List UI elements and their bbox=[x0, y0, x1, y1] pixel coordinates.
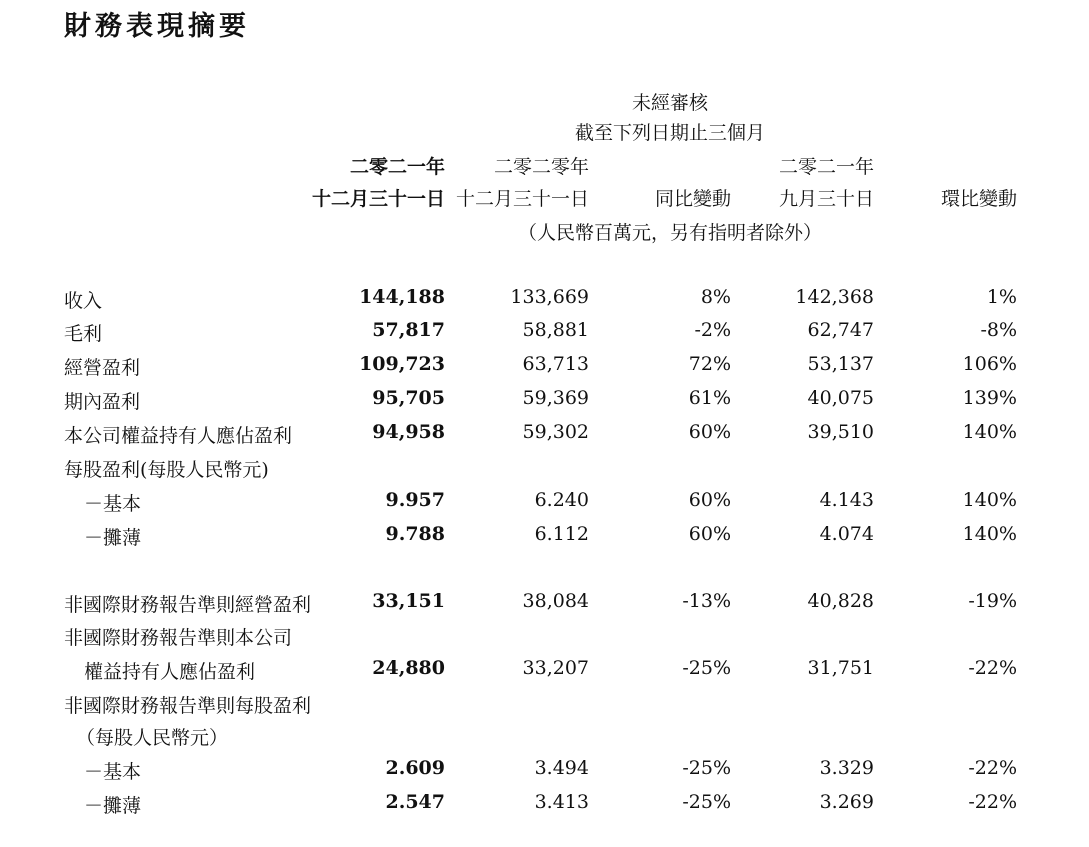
cell-prior-year-quarter: 59,369 bbox=[522, 387, 589, 409]
cell-qoq-change: 140% bbox=[962, 523, 1017, 545]
cell-current-quarter: 94,958 bbox=[372, 421, 445, 443]
row-label: （每股人民幣元） bbox=[76, 727, 229, 749]
period-heading: 截至下列日期止三個月 bbox=[574, 122, 765, 144]
col1-date: 十二月三十一日 bbox=[311, 188, 445, 210]
cell-prior-quarter: 142,368 bbox=[795, 286, 874, 308]
row-label: 非國際財務報告準則經營盈利 bbox=[64, 594, 312, 616]
cell-prior-quarter: 62,747 bbox=[807, 319, 874, 341]
cell-yoy-change: -25% bbox=[682, 657, 731, 679]
cell-yoy-change: 60% bbox=[688, 523, 731, 545]
cell-qoq-change: 140% bbox=[962, 421, 1017, 443]
row-label: 非國際財務報告準則每股盈利 bbox=[64, 695, 312, 717]
cell-prior-quarter: 40,075 bbox=[807, 387, 874, 409]
cell-yoy-change: 60% bbox=[688, 421, 731, 443]
cell-qoq-change: 1% bbox=[986, 286, 1017, 308]
cell-yoy-change: 8% bbox=[700, 286, 731, 308]
cell-current-quarter: 109,723 bbox=[359, 353, 445, 375]
row-label: 本公司權益持有人應佔盈利 bbox=[64, 425, 293, 447]
cell-yoy-change: 72% bbox=[688, 353, 731, 375]
cell-prior-year-quarter: 3.413 bbox=[534, 791, 589, 813]
col2-date: 十二月三十一日 bbox=[455, 188, 589, 210]
cell-current-quarter: 144,188 bbox=[359, 286, 445, 308]
cell-prior-year-quarter: 59,302 bbox=[522, 421, 589, 443]
cell-yoy-change: 60% bbox=[688, 489, 731, 511]
row-label: 毛利 bbox=[64, 323, 103, 345]
col4-date: 九月三十日 bbox=[778, 188, 874, 210]
cell-yoy-change: 61% bbox=[688, 387, 731, 409]
cell-qoq-change: -8% bbox=[980, 319, 1017, 341]
cell-current-quarter: 9.957 bbox=[385, 489, 445, 511]
cell-current-quarter: 95,705 bbox=[372, 387, 445, 409]
cell-prior-quarter: 3.269 bbox=[819, 791, 874, 813]
cell-qoq-change: -19% bbox=[968, 590, 1017, 612]
col1-year: 二零二一年 bbox=[349, 156, 445, 178]
cell-yoy-change: -25% bbox=[682, 791, 731, 813]
cell-prior-quarter: 31,751 bbox=[807, 657, 874, 679]
row-label: 權益持有人應佔盈利 bbox=[84, 661, 256, 683]
cell-prior-quarter: 3.329 bbox=[819, 757, 874, 779]
cell-qoq-change: 140% bbox=[962, 489, 1017, 511]
cell-current-quarter: 57,817 bbox=[372, 319, 445, 341]
cell-yoy-change: -2% bbox=[694, 319, 731, 341]
cell-prior-quarter: 39,510 bbox=[807, 421, 874, 443]
cell-qoq-change: 106% bbox=[962, 353, 1017, 375]
cell-prior-year-quarter: 6.112 bbox=[534, 523, 589, 545]
cell-qoq-change: -22% bbox=[968, 757, 1017, 779]
cell-prior-year-quarter: 33,207 bbox=[522, 657, 589, 679]
cell-qoq-change: -22% bbox=[968, 657, 1017, 679]
page-title: 財務表現摘要 bbox=[64, 11, 250, 42]
cell-current-quarter: 24,880 bbox=[372, 657, 445, 679]
cell-qoq-change: -22% bbox=[968, 791, 1017, 813]
row-label: －攤薄 bbox=[84, 795, 142, 817]
cell-prior-quarter: 40,828 bbox=[807, 590, 874, 612]
cell-prior-year-quarter: 63,713 bbox=[522, 353, 589, 375]
row-label: －攤薄 bbox=[84, 527, 142, 549]
cell-qoq-change: 139% bbox=[962, 387, 1017, 409]
cell-current-quarter: 9.788 bbox=[385, 523, 445, 545]
cell-prior-quarter: 4.143 bbox=[819, 489, 874, 511]
cell-prior-year-quarter: 38,084 bbox=[522, 590, 589, 612]
cell-prior-quarter: 4.074 bbox=[819, 523, 874, 545]
cell-yoy-change: -25% bbox=[682, 757, 731, 779]
row-label: 經營盈利 bbox=[64, 357, 141, 379]
row-label: 非國際財務報告準則本公司 bbox=[64, 627, 293, 649]
unaudited-heading: 未經審核 bbox=[631, 92, 708, 114]
col4-year: 二零二一年 bbox=[778, 156, 874, 178]
cell-prior-quarter: 53,137 bbox=[807, 353, 874, 375]
col2-year: 二零二零年 bbox=[493, 156, 589, 178]
row-label: －基本 bbox=[84, 493, 142, 515]
row-label: 收入 bbox=[64, 290, 103, 312]
cell-yoy-change: -13% bbox=[682, 590, 731, 612]
cell-prior-year-quarter: 133,669 bbox=[510, 286, 589, 308]
cell-prior-year-quarter: 6.240 bbox=[534, 489, 589, 511]
row-label: 每股盈利(每股人民幣元) bbox=[64, 459, 269, 481]
cell-current-quarter: 2.547 bbox=[385, 791, 445, 813]
col5-header: 環比變動 bbox=[940, 188, 1017, 210]
units-note: （人民幣百萬元，另有指明者除外） bbox=[517, 222, 822, 244]
row-label: 期內盈利 bbox=[64, 391, 141, 413]
cell-prior-year-quarter: 3.494 bbox=[534, 757, 589, 779]
row-label: －基本 bbox=[84, 761, 142, 783]
col3-header: 同比變動 bbox=[654, 188, 731, 210]
cell-prior-year-quarter: 58,881 bbox=[522, 319, 589, 341]
cell-current-quarter: 33,151 bbox=[372, 590, 445, 612]
cell-current-quarter: 2.609 bbox=[385, 757, 445, 779]
